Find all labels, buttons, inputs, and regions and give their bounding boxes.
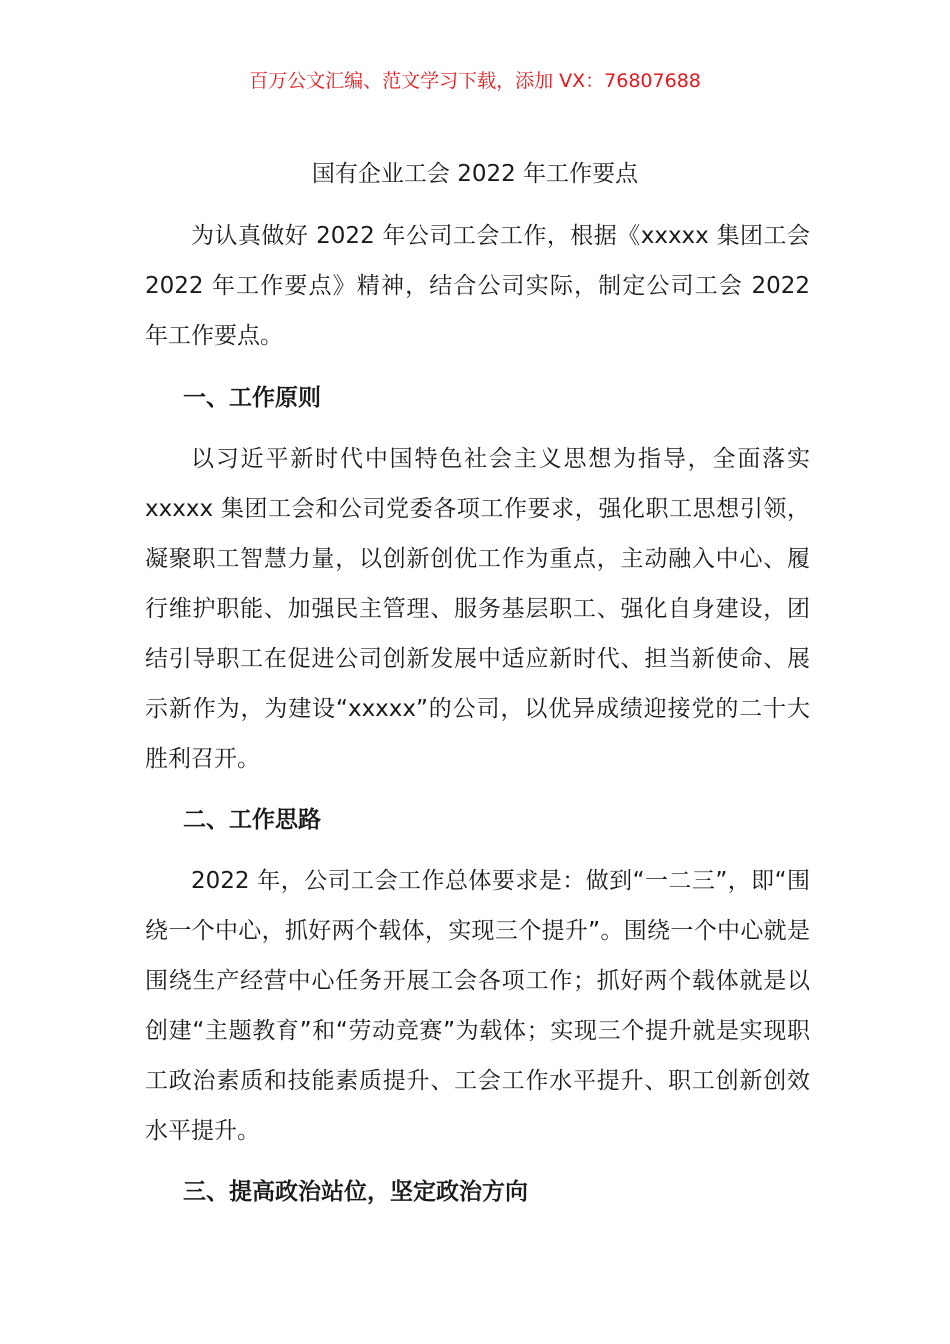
section-body-2: 2022 年，公司工会工作总体要求是：做到“一二三”，即“围绕一个中心，抓好两个载体，实现三个提升”。围绕一个中心就是围绕生产经营中心任务开展工会各项工作；抓好两个载体就是以创建“主题教育”和“劳动竞赛”为载体；实现三个提升就是实现职工政治素质和技能素质提升、工会工作水平提升、职工创新创效水平提升。 <box>145 868 810 1144</box>
section-heading-3: 三、提高政治站位，坚定政治方向 <box>183 1179 528 1205</box>
document-title: 国有企业工会 2022 年工作要点 <box>311 161 639 187</box>
intro-paragraph: 为认真做好 2022 年公司工会工作，根据《xxxxx 集团工会 2022 年工作要点》精神，结合公司实际，制定公司工会 2022 年工作要点。 <box>145 223 810 349</box>
watermark-banner: 百万公文汇编、范文学习下载，添加 VX：76807688 <box>249 70 701 92</box>
section-heading-1: 一、工作原则 <box>183 385 321 411</box>
section-heading-2: 二、工作思路 <box>183 807 321 833</box>
section-body-1: 以习近平新时代中国特色社会主义思想为指导，全面落实 xxxxx 集团工会和公司党委各项工作要求，强化职工思想引领，凝聚职工智慧力量，以创新创优工作为重点，主动融入中心、履行维护职能、加强民主管理、服务基层职工、强化自身建设，团结引导职工在促进公司创新发展中适应新时代、担当新使命、展示新作为，为建设“xxxxx”的公司，以优异成绩迎接党的二十大胜利召开。 <box>145 446 810 772</box>
